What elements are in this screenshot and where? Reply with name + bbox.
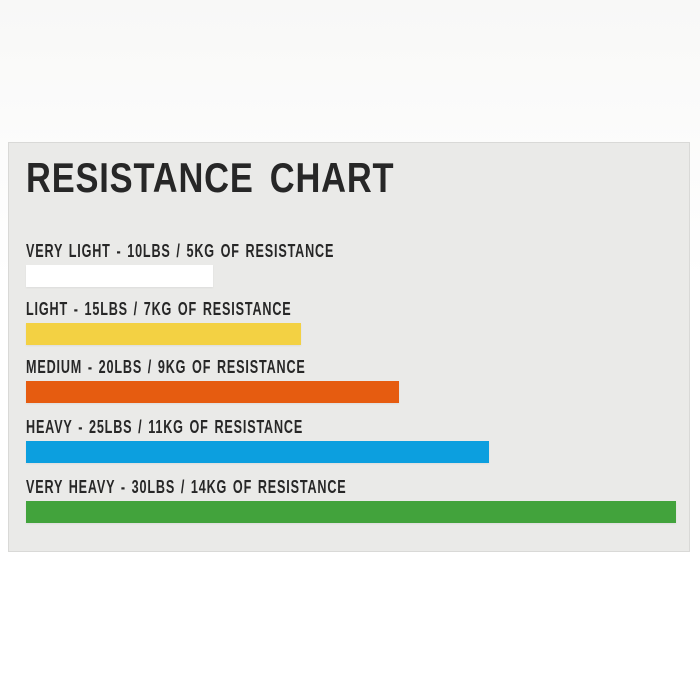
chart-row <box>26 242 673 287</box>
chart-row <box>26 358 673 403</box>
resistance-bar-light <box>26 323 301 345</box>
row-label <box>26 418 673 436</box>
row-label <box>26 478 673 496</box>
row-label-text: LIGHT - 15LBS / 7KG OF RESISTANCE <box>26 299 292 319</box>
row-label-text: VERY HEAVY - 30LBS / 14KG OF RESISTANCE <box>26 477 347 497</box>
row-label <box>26 358 673 376</box>
resistance-chart-card <box>8 142 690 552</box>
chart-row <box>26 478 673 523</box>
chart-title <box>26 154 475 201</box>
chart-row <box>26 418 673 463</box>
row-label-text: MEDIUM - 20LBS / 9KG OF RESISTANCE <box>26 357 306 377</box>
resistance-bar-medium <box>26 381 399 403</box>
row-label-text: HEAVY - 25LBS / 11KG OF RESISTANCE <box>26 417 304 437</box>
row-label <box>26 242 673 260</box>
chart-title-text: RESISTANCE CHART <box>26 154 395 201</box>
resistance-bar-heavy <box>26 441 489 463</box>
chart-row <box>26 300 673 345</box>
row-label <box>26 300 673 318</box>
resistance-bar-very-light <box>26 265 213 287</box>
row-label-text: VERY LIGHT - 10LBS / 5KG OF RESISTANCE <box>26 241 335 261</box>
resistance-bar-very-heavy <box>26 501 676 523</box>
